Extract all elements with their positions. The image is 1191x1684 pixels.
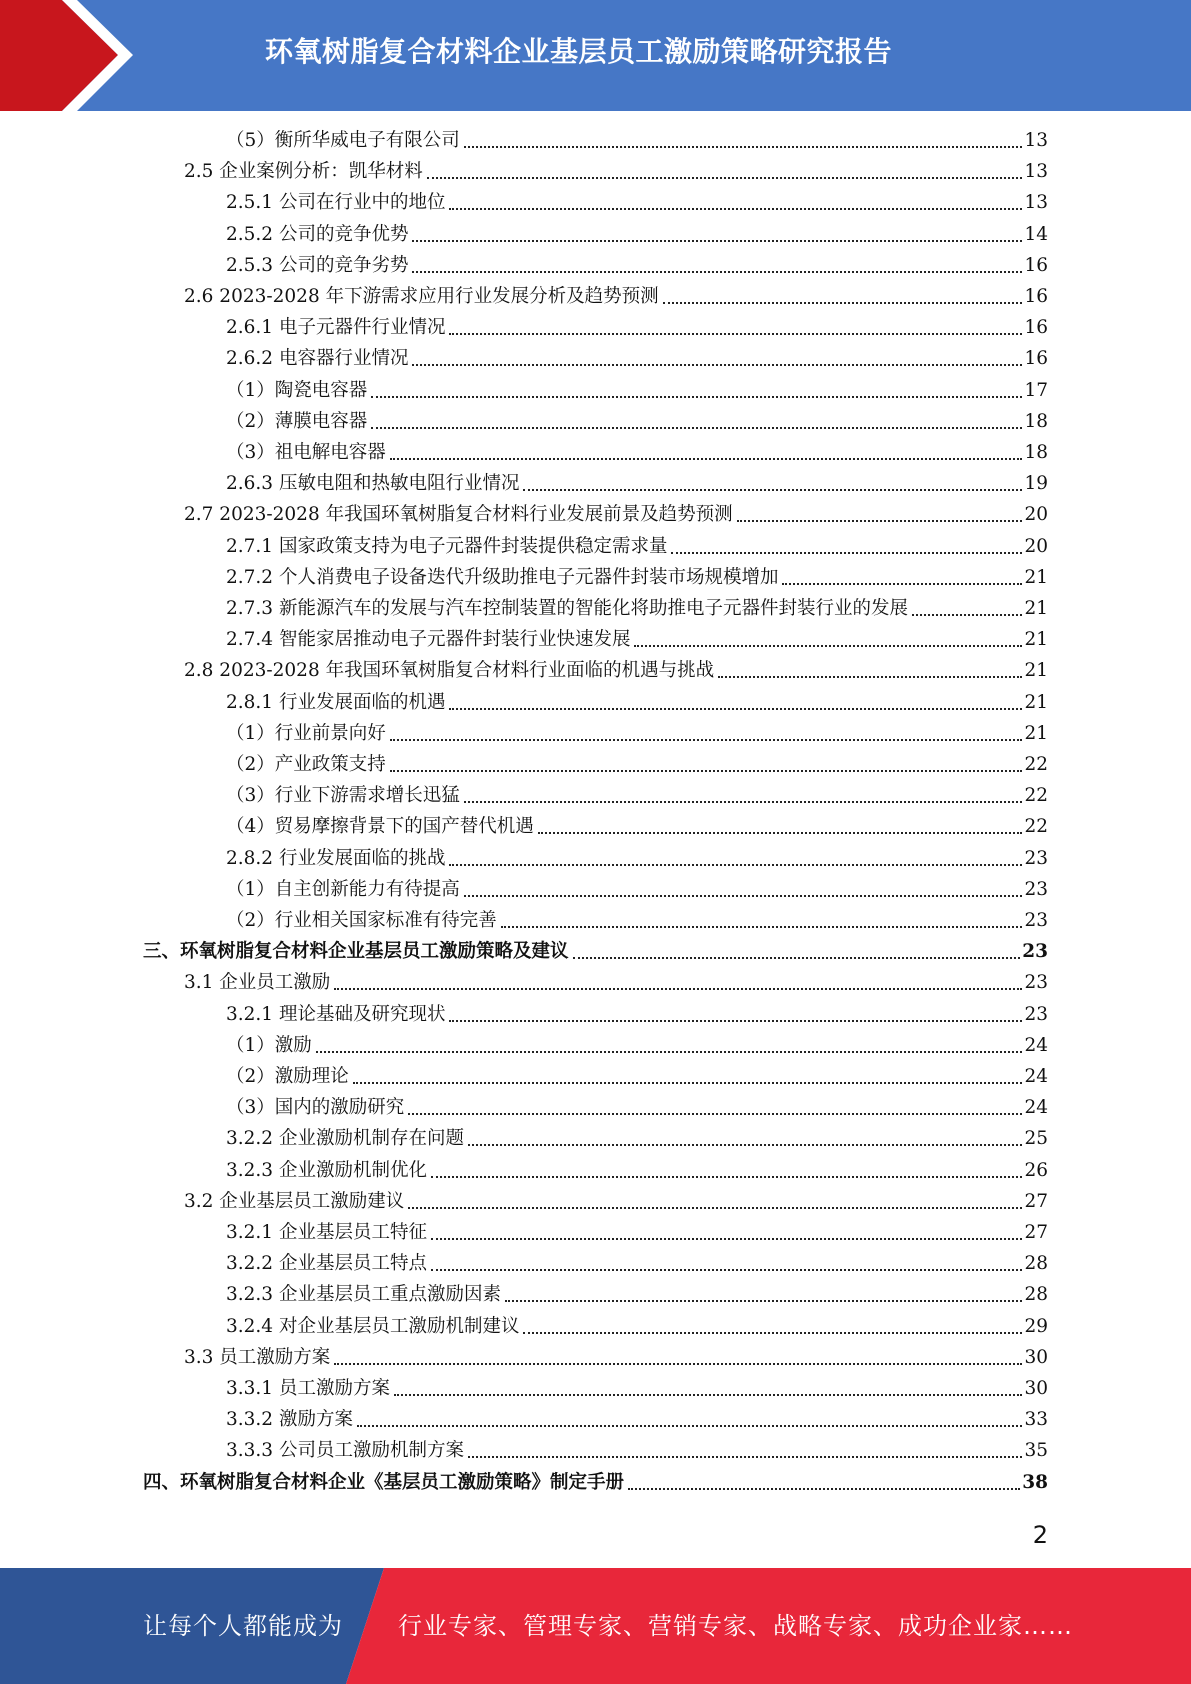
toc-dot-leader (357, 1425, 1023, 1427)
toc-entry[interactable] (143, 939, 1048, 965)
toc-entry-page: 19 (1024, 473, 1048, 495)
toc-entry-label: 2.6.2 电容器行业情况 (226, 348, 409, 370)
toc-entry-label: 3.2.1 企业基层员工特征 (226, 1222, 427, 1243)
toc-entry-page: 33 (1024, 1409, 1048, 1431)
toc-entry-page: 13 (1024, 192, 1048, 214)
toc-dot-leader (468, 1144, 1022, 1146)
toc-dot-leader (353, 1082, 1023, 1084)
toc-entry-page: 18 (1024, 442, 1048, 463)
toc-entry[interactable] (184, 159, 1048, 185)
toc-entry-page: 30 (1024, 1378, 1048, 1399)
toc-entry[interactable] (226, 1407, 1048, 1433)
toc-dot-leader (431, 1269, 1022, 1271)
toc-dot-leader (501, 926, 1023, 928)
toc-entry-label: 3.3.2 激励方案 (226, 1409, 353, 1431)
toc-entry-label: （2）行业相关国家标准有待完善 (226, 910, 497, 931)
toc-entry-label: 2.7.1 国家政策支持为电子元器件封装提供稳定需求量 (226, 535, 668, 557)
toc-entry-label: 3.2.1 理论基础及研究现状 (226, 1003, 446, 1025)
toc-entry[interactable] (226, 814, 1048, 840)
toc-dot-leader (523, 489, 1022, 491)
toc-entry-label: 3.2.4 对企业基层员工激励机制建议 (226, 1315, 520, 1337)
toc-entry[interactable] (226, 534, 1048, 560)
toc-entry[interactable] (226, 1158, 1048, 1184)
toc-dot-leader (718, 676, 1022, 678)
toc-entry-page: 21 (1024, 660, 1048, 682)
toc-entry-page: 38 (1022, 1471, 1048, 1493)
toc-entry-label: 2.7 2023-2028 年我国环氧树脂复合材料行业发展前景及趋势预测 (184, 504, 733, 526)
toc-dot-leader (412, 271, 1022, 273)
toc-entry-page: 24 (1024, 1097, 1048, 1119)
toc-entry-page: 30 (1024, 1346, 1048, 1368)
toc-entry[interactable] (226, 1376, 1048, 1402)
toc-entry-label: 2.8.1 行业发展面临的机遇 (226, 691, 446, 713)
toc-entry[interactable] (226, 471, 1048, 497)
toc-dot-leader (412, 364, 1022, 366)
toc-dot-leader (464, 895, 1023, 897)
toc-entry-label: 2.8.2 行业发展面临的挑战 (226, 847, 446, 869)
toc-entry[interactable] (226, 1095, 1048, 1121)
header-banner (0, 0, 1191, 111)
toc-dot-leader (634, 645, 1022, 647)
toc-entry[interactable] (184, 970, 1048, 996)
toc-entry[interactable] (226, 752, 1048, 778)
toc-entry[interactable] (226, 877, 1048, 903)
footer-slogan-right: 行业专家、管理专家、营销专家、战略专家、成功企业家…… (398, 1612, 1073, 1640)
toc-entry[interactable] (226, 1314, 1048, 1340)
toc-entry[interactable] (226, 1282, 1048, 1308)
toc-entry-page: 25 (1024, 1128, 1048, 1150)
toc-entry[interactable] (226, 346, 1048, 372)
toc-entry-label: 2.7.4 智能家居推动电子元器件封装行业快速发展 (226, 629, 631, 651)
toc-entry-label: 3.2.3 企业激励机制优化 (226, 1159, 427, 1181)
toc-entry[interactable] (226, 596, 1048, 622)
toc-dot-leader (449, 708, 1022, 710)
toc-dot-leader (464, 801, 1023, 803)
toc-entry-page: 21 (1024, 598, 1048, 619)
toc-entry[interactable] (226, 378, 1048, 404)
toc-entry-label: 3.1 企业员工激励 (184, 972, 331, 994)
toc-dot-leader (408, 1113, 1022, 1115)
toc-dot-leader (671, 552, 1022, 554)
toc-entry[interactable] (184, 502, 1048, 528)
toc-entry-label: 2.5.1 公司在行业中的地位 (226, 192, 446, 214)
toc-entry-page: 23 (1024, 910, 1048, 931)
toc-entry-label: （1）行业前景向好 (226, 722, 386, 744)
toc-entry-page: 28 (1024, 1253, 1048, 1275)
toc-entry-label: 2.5.2 公司的竞争优势 (226, 223, 409, 245)
toc-entry-label: 3.2 企业基层员工激励建议 (184, 1190, 405, 1212)
toc-entry-page: 20 (1024, 535, 1048, 557)
toc-entry-page: 20 (1024, 504, 1048, 526)
toc-entry[interactable] (226, 908, 1048, 934)
toc-entry[interactable] (184, 1345, 1048, 1371)
toc-entry[interactable] (226, 440, 1048, 466)
toc-entry-page: 17 (1024, 379, 1048, 401)
toc-entry-label: 2.6.1 电子元器件行业情况 (226, 317, 446, 339)
toc-entry-label: 2.5 企业案例分析：凯华材料 (184, 161, 423, 183)
toc-entry-label: （3）行业下游需求增长迅猛 (226, 785, 460, 807)
toc-dot-leader (449, 333, 1022, 335)
toc-entry[interactable] (226, 190, 1048, 216)
toc-entry-label: 3.3.1 员工激励方案 (226, 1378, 390, 1399)
toc-entry[interactable] (226, 721, 1048, 747)
toc-entry-label: 2.7.3 新能源汽车的发展与汽车控制装置的智能化将助推电子元器件封装行业的发展 (226, 598, 908, 619)
toc-entry[interactable] (226, 565, 1048, 591)
toc-entry-label: 四、环氧树脂复合材料企业《基层员工激励策略》制定手册 (143, 1471, 625, 1493)
toc-entry-page: 18 (1024, 410, 1048, 432)
toc-entry-label: 2.5.3 公司的竞争劣势 (226, 254, 409, 276)
toc-entry[interactable] (226, 1251, 1048, 1277)
toc-entry-page: 21 (1024, 629, 1048, 651)
toc-entry-label: （3）祖电解电容器 (226, 442, 386, 463)
toc-entry[interactable] (226, 1126, 1048, 1152)
toc-dot-leader (394, 1394, 1022, 1396)
toc-entry-page: 16 (1024, 348, 1048, 370)
toc-entry-label: 2.8 2023-2028 年我国环氧树脂复合材料行业面临的机遇与挑战 (184, 660, 715, 682)
toc-entry[interactable] (143, 1470, 1048, 1496)
toc-entry-page: 21 (1024, 722, 1048, 744)
toc-dot-leader (449, 208, 1022, 210)
toc-entry-label: （2）产业政策支持 (226, 754, 386, 775)
toc-entry[interactable] (226, 1002, 1048, 1028)
toc-dot-leader (782, 583, 1022, 585)
toc-entry-label: 3.3.3 公司员工激励机制方案 (226, 1440, 464, 1462)
toc-dot-leader (464, 146, 1023, 148)
toc-dot-leader (449, 864, 1022, 866)
toc-entry-label: 2.6 2023-2028 年下游需求应用行业发展分析及趋势预测 (184, 286, 659, 307)
toc-entry[interactable] (226, 1033, 1048, 1059)
toc-entry-page: 23 (1024, 847, 1048, 869)
toc-entry-page: 21 (1024, 566, 1048, 588)
toc-dot-leader (449, 1020, 1022, 1022)
toc-entry[interactable] (184, 1189, 1048, 1215)
toc-entry-label: （2）激励理论 (226, 1066, 349, 1087)
toc-entry-page: 13 (1024, 130, 1048, 151)
toc-entry-page: 28 (1024, 1284, 1048, 1306)
toc-entry-label: 三、环氧树脂复合材料企业基层员工激励策略及建议 (143, 941, 569, 963)
toc-entry[interactable] (226, 690, 1048, 716)
toc-entry-page: 29 (1024, 1315, 1048, 1337)
toc-entry-page: 23 (1024, 972, 1048, 994)
toc-entry-page: 35 (1024, 1440, 1048, 1462)
toc-entry[interactable] (226, 128, 1048, 154)
toc-entry-page: 27 (1024, 1190, 1048, 1212)
toc-entry[interactable] (226, 222, 1048, 248)
toc-dot-leader (468, 1456, 1022, 1458)
toc-entry-page: 22 (1024, 816, 1048, 838)
toc-dot-leader (371, 427, 1022, 429)
toc-entry[interactable] (226, 783, 1048, 809)
toc-entry-page: 14 (1024, 223, 1048, 245)
toc-entry-label: （5）衡所华威电子有限公司 (226, 130, 460, 151)
toc-dot-leader (663, 302, 1023, 304)
toc-entry[interactable] (226, 846, 1048, 872)
toc-dot-leader (390, 739, 1023, 741)
toc-entry-page: 13 (1024, 161, 1048, 183)
toc-entry-page: 16 (1024, 286, 1048, 307)
toc-dot-leader (431, 1176, 1022, 1178)
toc-entry-page: 22 (1024, 754, 1048, 775)
page-number: 2 (1032, 1521, 1048, 1549)
toc-entry[interactable] (226, 1438, 1048, 1464)
toc-entry[interactable] (226, 1064, 1048, 1090)
red-arrow-decoration (0, 0, 150, 111)
toc-entry-page: 22 (1024, 785, 1048, 807)
toc-dot-leader (334, 1363, 1022, 1365)
toc-entry-label: 3.2.2 企业激励机制存在问题 (226, 1128, 464, 1150)
toc-dot-leader (628, 1488, 1020, 1490)
toc-entry[interactable] (226, 409, 1048, 435)
toc-dot-leader (390, 458, 1023, 460)
toc-entry-page: 23 (1022, 941, 1048, 963)
footer-slogan-left: 让每个人都能成为 (143, 1612, 343, 1640)
toc-entry-page: 16 (1024, 254, 1048, 276)
report-title: 环氧树脂复合材料企业基层员工激励策略研究报告 (265, 35, 893, 68)
toc-entry-label: （3）国内的激励研究 (226, 1097, 405, 1119)
footer-banner (0, 1568, 1191, 1684)
toc-entry[interactable] (226, 315, 1048, 341)
toc-entry-label: 3.2.3 企业基层员工重点激励因素 (226, 1284, 501, 1306)
toc-entry-page: 26 (1024, 1159, 1048, 1181)
toc-entry-page: 21 (1024, 691, 1048, 713)
toc-entry-label: （2）薄膜电容器 (226, 410, 368, 432)
toc-dot-leader (412, 240, 1022, 242)
toc-entry[interactable] (226, 1220, 1048, 1246)
toc-entry[interactable] (226, 627, 1048, 653)
toc-entry-page: 24 (1024, 1066, 1048, 1087)
toc-entry-label: 2.7.2 个人消费电子设备迭代升级助推电子元器件封装市场规模增加 (226, 566, 779, 588)
toc-entry-label: （1）陶瓷电容器 (226, 379, 368, 401)
toc-dot-leader (912, 614, 1022, 616)
toc-dot-leader (737, 520, 1023, 522)
toc-dot-leader (334, 988, 1022, 990)
toc-entry-page: 27 (1024, 1222, 1048, 1243)
toc-entry-page: 24 (1024, 1034, 1048, 1056)
toc-dot-leader (573, 957, 1021, 959)
toc-entry-label: （1）自主创新能力有待提高 (226, 878, 460, 900)
toc-entry-page: 16 (1024, 317, 1048, 339)
toc-entry[interactable] (184, 658, 1048, 684)
toc-dot-leader (316, 1051, 1023, 1053)
toc-dot-leader (538, 832, 1023, 834)
toc-entry[interactable] (226, 253, 1048, 279)
toc-dot-leader (505, 1300, 1022, 1302)
toc-entry-label: 3.3 员工激励方案 (184, 1346, 331, 1368)
toc-dot-leader (427, 177, 1023, 179)
toc-dot-leader (390, 770, 1023, 772)
toc-dot-leader (523, 1332, 1022, 1334)
toc-entry[interactable] (184, 284, 1048, 310)
toc-entry-page: 23 (1024, 1003, 1048, 1025)
toc-entry-label: 2.6.3 压敏电阻和热敏电阻行业情况 (226, 473, 520, 495)
toc-entry-page: 23 (1024, 878, 1048, 900)
toc-entry-label: （1）激励 (226, 1034, 312, 1056)
toc-dot-leader (371, 396, 1022, 398)
toc-entry-label: 3.2.2 企业基层员工特点 (226, 1253, 427, 1275)
toc-entry-label: （4）贸易摩擦背景下的国产替代机遇 (226, 816, 534, 838)
toc-dot-leader (408, 1207, 1022, 1209)
toc-dot-leader (431, 1238, 1022, 1240)
